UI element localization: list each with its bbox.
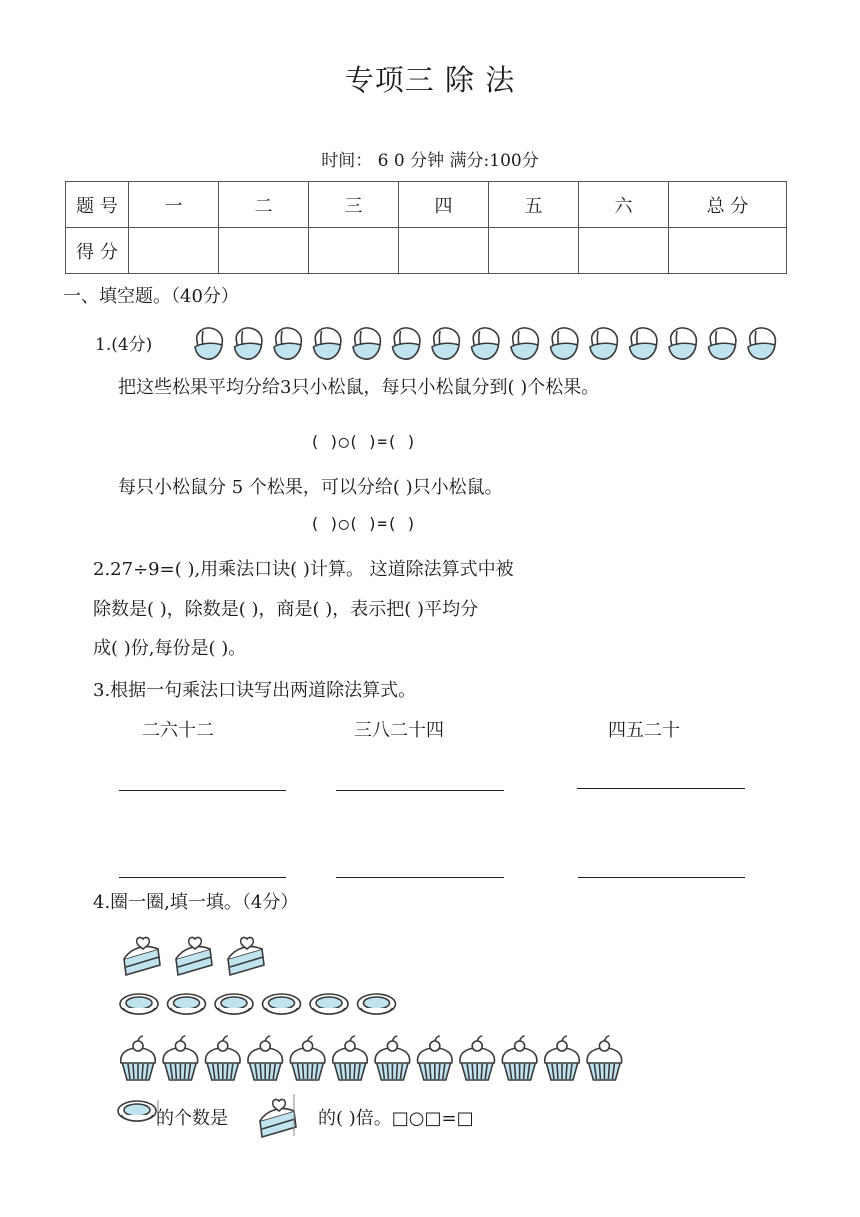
question-4-answer-part2: 的( )倍。□○□=□ [318,1108,474,1129]
question-2-line1: 2.27÷9=( ),用乘法口诀( )计算。 这道除法算式中被 [93,559,514,580]
score-header-cell: 一 [129,182,219,228]
question-4-answer-part1: 的个数是 [156,1108,228,1129]
cupcake-icon [206,1036,241,1080]
question-4-prompt: 4.圈一圈,填一填。（4分） [93,892,299,913]
score-header-cell: 三 [309,182,399,228]
question-1-line1: 把这些松果平均分给3只小松鼠，每只小松鼠分到( )个松果。 [118,377,600,398]
bowl-icon [358,994,396,1014]
bowl-icon [118,1101,156,1121]
score-row-label: 得 分 [66,228,129,274]
question-1-number: 1.(4分) [95,335,153,355]
cupcake-icon [587,1036,622,1080]
chant-1: 二六十二 [142,720,214,741]
question-1-equation-a: ( )◯( )=( ) [310,432,416,451]
chant-2: 三八二十四 [354,720,444,741]
page-title: 专项三 除 法 [344,63,516,97]
cupcake-icon [460,1036,495,1080]
cupcake-icon [375,1036,410,1080]
score-header-cell: 五 [489,182,579,228]
score-header-cell: 二 [219,182,309,228]
cupcake-icon [248,1036,283,1080]
question-2-line3: 成( )份,每份是( )。 [93,638,247,659]
cupcake-icon [333,1036,368,1080]
exam-meta: 时间： 6 0 分钟 满分:100分 [321,151,539,171]
cake-slice-icon [228,937,264,975]
score-header-cell: 题 号 [66,182,129,228]
cupcake-icon [502,1036,537,1080]
bowl-icon [168,994,206,1014]
score-header-cell: 总 分 [669,182,787,228]
cake-slice-icon [124,937,160,975]
section-heading: 一、填空题。（40分） [63,286,239,307]
bowl-icon [120,994,158,1014]
cupcake-icon [545,1036,580,1080]
score-header-cell: 六 [579,182,669,228]
cake-slice-icon [176,937,212,975]
bowl-icon [310,994,348,1014]
question-2-line2: 除数是( )，除数是( )，商是( )，表示把( )平均分 [93,599,479,620]
question-3-prompt: 3.根据一句乘法口诀写出两道除法算式。 [93,680,417,701]
question-1-equation-b: ( )◯( )=( ) [310,514,416,533]
score-header-cell: 四 [399,182,489,228]
cupcake-icon [121,1036,156,1080]
question-1-line2: 每只小松鼠分 5 个松果，可以分给( )只小松鼠。 [118,477,503,498]
chant-3: 四五二十 [608,720,680,741]
cupcake-icon [290,1036,325,1080]
bowl-icon [215,994,253,1014]
cake-slice-icon [260,1099,296,1137]
bowl-icon [263,994,301,1014]
cupcake-icon [163,1036,198,1080]
cupcake-icon [418,1036,453,1080]
